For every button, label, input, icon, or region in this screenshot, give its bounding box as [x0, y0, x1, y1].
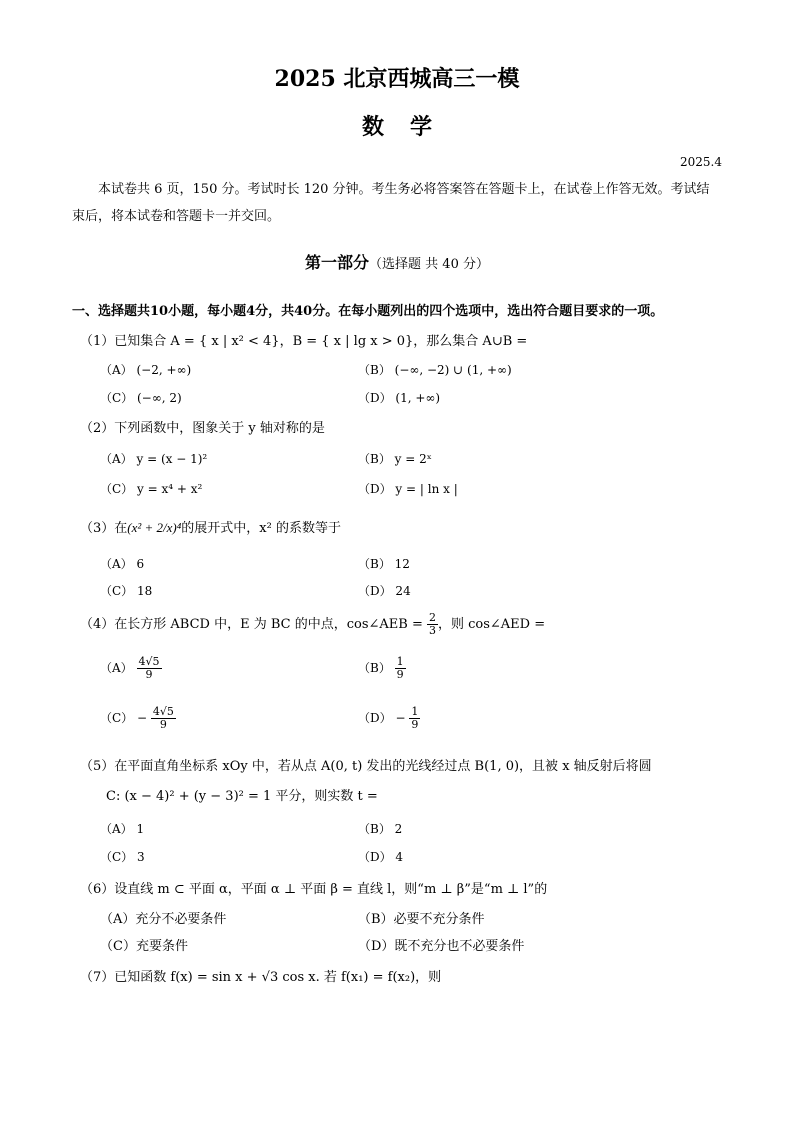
question-6-option-d: （D）既不充分也不必要条件: [358, 939, 525, 954]
question-4-option-c: （C） − $\frac{4√5}{9}$: [100, 705, 174, 731]
question-2-option-d: （D） y = | ln x |: [358, 482, 458, 496]
question-7-stem: （7）已知函数 f(x) = sin x + √3 cos x. 若 f(x₁) = f(x₂)，则: [80, 970, 442, 985]
question-2-option-c: （C） y = x⁴ + x²: [100, 482, 203, 496]
section-instructions: 一、选择题共10小题，每小题4分，共40分。在每小题列出的四个选项中，选出符合题目要求的一项。: [72, 304, 664, 319]
question-5-option-a: （A） 1: [100, 822, 145, 836]
part-one-heading: [0, 250, 794, 273]
question-1-option-c: （C） (−∞, 2): [100, 391, 182, 405]
question-5-option-b: （B） 2: [358, 822, 403, 836]
question-6-option-b: （B）必要不充分条件: [358, 912, 485, 927]
question-5-option-c: （C） 3: [100, 850, 145, 864]
question-5-option-d: （D） 4: [358, 850, 404, 864]
question-3-stem-post: 的展开式中，x² 的系数等于: [181, 521, 341, 536]
question-1-option-a: （A） (−2, +∞): [100, 363, 192, 377]
part-one-note: （选择题 共 40 分）: [369, 257, 489, 272]
question-3-stem-pre: （3）在: [80, 521, 128, 536]
question-2-option-b: （B） y = 2ˣ: [358, 452, 432, 466]
question-4-option-a: （A） $\frac{4√5}{9}$: [100, 655, 160, 681]
subject-title: 数学: [361, 114, 458, 140]
question-1-option-d: （D） (1, +∞): [358, 391, 441, 405]
question-1-option-b: （B） (−∞, −2) ∪ (1, +∞): [358, 363, 512, 377]
question-3-stem: [80, 517, 341, 536]
question-3-expression: (x² + 2/x)⁴: [127, 520, 182, 535]
question-6-option-a: （A）充分不必要条件: [100, 912, 227, 927]
question-1-stem: （1）已知集合 A = { x | x² < 4}，B = { x | lg x > 0}，那么集合 A∪B =: [80, 334, 528, 349]
question-2-option-a: （A） y = (x − 1)²: [100, 452, 208, 466]
question-4-stem-post: ，则 cos∠AED =: [437, 617, 546, 632]
question-2-stem: （2）下列函数中，图象关于 y 轴对称的是: [80, 421, 325, 436]
exam-date: 2025.4: [680, 155, 722, 169]
question-3-option-a: （A） 6: [100, 557, 145, 571]
question-3-option-c: （C） 18: [100, 584, 153, 598]
question-4-option-b: （B） $\frac{1}{9}$: [358, 655, 404, 681]
question-6-stem: （6）设直线 m ⊂ 平面 α，平面 α ⊥ 平面 β = 直线 l，则“m ⊥ β”是“m ⊥ l”的: [80, 882, 548, 897]
question-4-stem: [80, 612, 545, 637]
question-3-option-b: （B） 12: [358, 557, 410, 571]
exam-instructions: 本试卷共 6 页，150 分。考试时长 120 分钟。考生务必将答案答在答题卡上，在试卷上作答无效。考试结束后，将本试卷和答题卡一并交回。: [72, 182, 710, 224]
question-4-option-d: （D） − $\frac{1}{9}$: [358, 705, 419, 731]
question-3-option-d: （D） 24: [358, 584, 411, 598]
question-6-option-c: （C）充要条件: [100, 939, 188, 954]
part-one-title: 第一部分: [305, 253, 370, 272]
question-5-stem-line2: C: (x − 4)² + (y − 3)² = 1 平分，则实数 t =: [106, 789, 378, 804]
question-4-stem-pre: （4）在长方形 ABCD 中，E 为 BC 的中点，cos∠AEB =: [80, 617, 423, 632]
question-5-stem: （5）在平面直角坐标系 xOy 中，若从点 A(0, t) 发出的光线经过点 B(1, 0)，且被 x 轴反射后将圆: [80, 759, 652, 774]
page-title: 2025 北京西城高三一模: [274, 66, 520, 92]
question-4-fraction: $\frac{2}{3}$: [428, 611, 436, 637]
